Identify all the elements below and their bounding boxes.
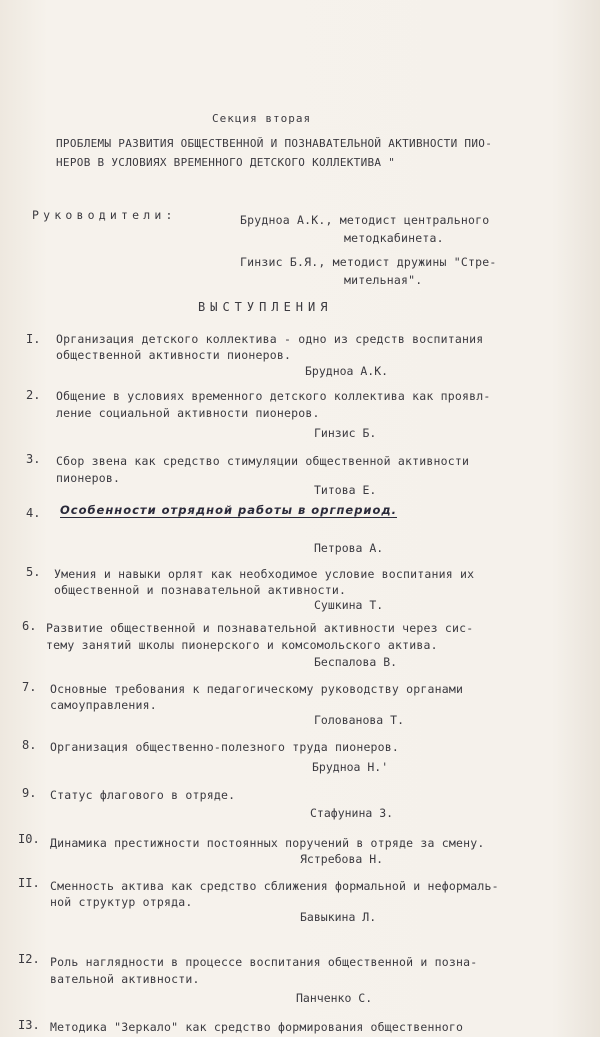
leader2-line2: мительная". xyxy=(344,273,423,287)
speeches-heading: ВЫСТУПЛЕНИЯ xyxy=(198,300,333,314)
item-number: I3. xyxy=(18,1018,40,1032)
item-speaker: Бавыкина Л. xyxy=(300,910,377,924)
item-title-line2: ной структур отряда. xyxy=(50,895,193,909)
item-speaker: Брудноа А.К. xyxy=(305,364,389,378)
item-title-line1: Основные требования к педагогическому руководству органами xyxy=(50,682,464,696)
item-speaker: Петрова А. xyxy=(314,541,384,555)
item-title-line2: общественной активности пионеров. xyxy=(56,348,292,362)
section-title: Секция вторая xyxy=(212,112,312,125)
item-speaker: Ястребова Н. xyxy=(300,852,384,866)
item-title-line2: тему занятий школы пионерского и комсомольского актива. xyxy=(46,638,438,652)
item-speaker: Брудноа Н.' xyxy=(312,760,389,774)
item-number: 5. xyxy=(26,565,41,579)
item-number: I2. xyxy=(18,952,40,966)
item-title-line2: ление социальной активности пионеров. xyxy=(56,406,320,420)
item-number: II. xyxy=(18,876,40,890)
item-number: 9. xyxy=(22,786,37,800)
item-title-handwritten: Особенности отрядной работы в оргпериод. xyxy=(60,503,398,517)
item-speaker: Гинзис Б. xyxy=(314,426,377,440)
item-title-line2: самоуправления. xyxy=(50,698,157,712)
item-title-line2: пионеров. xyxy=(56,471,121,485)
section-subtitle-line2: НЕРОВ В УСЛОВИЯХ ВРЕМЕННОГО ДЕТСКОГО КОЛЛЕКТИВА " xyxy=(56,156,396,169)
item-title-line1: Динамика престижности постоянных поручений в отряде за смену. xyxy=(50,836,485,850)
item-speaker: Беспалова В. xyxy=(314,655,398,669)
leaders-label: Руководители: xyxy=(32,208,177,222)
item-title-line1: Сменность актива как средство сближения формальной и неформаль- xyxy=(50,879,499,893)
item-title-line1: Развитие общественной и познавательной активности через сис- xyxy=(46,621,474,635)
item-title-line1: Роль наглядности в процессе воспитания общественной и позна- xyxy=(50,955,478,969)
item-title-line1: Организация детского коллектива - одно из средств воспитания xyxy=(56,332,484,346)
item-speaker: Панченко С. xyxy=(296,991,373,1005)
item-speaker: Стафунина З. xyxy=(310,806,394,820)
item-speaker: Сушкина Т. xyxy=(314,598,384,612)
item-title-line2: вательной активности. xyxy=(50,972,200,986)
item-number: I0. xyxy=(18,832,40,846)
item-speaker: Титова Е. xyxy=(314,483,377,497)
item-title-line1: Организация общественно-полезного труда пионеров. xyxy=(50,740,400,754)
item-title-line1: Умения и навыки орлят как необходимое условие воспитания их xyxy=(54,567,475,581)
item-number: 8. xyxy=(22,738,37,752)
item-title-line1: Сбор звена как средство стимуляции общественной активности xyxy=(56,454,470,468)
item-number: 2. xyxy=(26,388,41,402)
leader1-line2: методкабинета. xyxy=(344,231,444,245)
item-speaker: Голованова Т. xyxy=(314,713,405,727)
leader2-line1: Гинзис Б.Я., методист дружины "Стре- xyxy=(240,255,497,269)
item-title-line1: Методика "Зеркало" как средство формирования общественного xyxy=(50,1020,464,1034)
item-title-line1: Общение в условиях временного детского коллектива как проявл- xyxy=(56,389,491,403)
item-number: 7. xyxy=(22,680,37,694)
item-number: I. xyxy=(26,332,41,346)
leader1-line1: Брудноа А.К., методист центрального xyxy=(240,213,490,227)
item-title-line2: общественной и познавательной активности. xyxy=(54,583,347,597)
item-number: 6. xyxy=(22,619,37,633)
item-number: 4. xyxy=(26,506,41,520)
item-title-line1: Статус флагового в отряде. xyxy=(50,788,236,802)
item-number: 3. xyxy=(26,452,41,466)
section-subtitle-line1: ПРОБЛЕМЫ РАЗВИТИЯ ОБЩЕСТВЕННОЙ И ПОЗНАВАТЕЛЬНОЙ АКТИВНОСТИ ПИО- xyxy=(56,137,493,150)
